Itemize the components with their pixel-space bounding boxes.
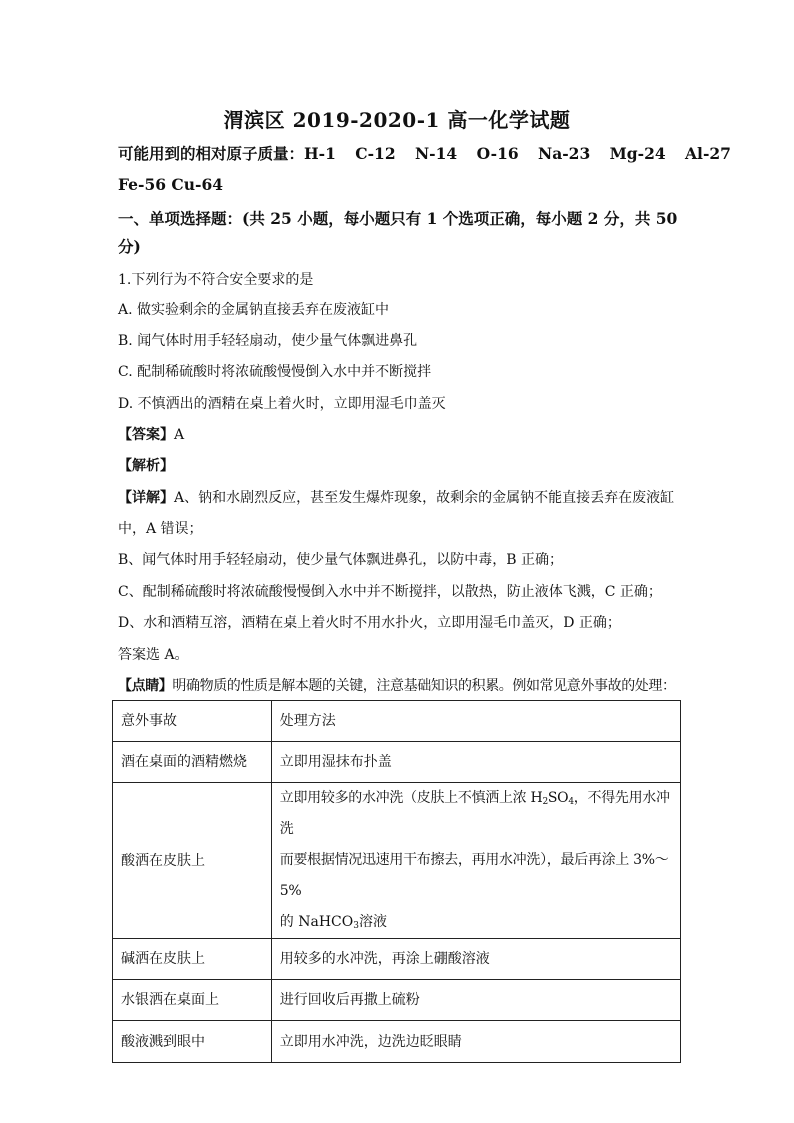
atomic-mass-line-2: Fe-56 Cu-64 — [118, 175, 224, 194]
answer-line — [118, 425, 688, 445]
table-row — [113, 1021, 681, 1063]
detail-line-c: C、配制稀硫酸时将浓硫酸慢慢倒入水中并不断搅拌，以散热，防止液体飞溅，C 正确； — [118, 584, 662, 600]
table-cell-method: 用较多的水冲洗，再涂上硼酸溶液 — [271, 939, 680, 980]
table-header-row — [113, 701, 681, 742]
answer-tag: 【答案】 — [118, 427, 174, 443]
table-cell-accident: 酸液溅到眼中 — [113, 1021, 272, 1063]
table-header-method: 处理方法 — [271, 701, 680, 742]
section-heading-line-2: 分) — [118, 237, 141, 256]
detail-line-b: B、闻气体时用手轻轻扇动，使少量气体飘进鼻孔，以防中毒，B 正确； — [118, 552, 564, 568]
tip-text: 明确物质的性质是解本题的关键，注意基础知识的积累。例如常见意外事故的处理： — [172, 678, 676, 694]
atomic-mass-line-1: 可能用到的相对原子质量：H-1 C-12 N-14 O-16 Na-23 Mg-24 Al-27 — [118, 144, 731, 163]
question-option-a: A. 做实验剩余的金属钠直接丢弃在废液缸中 — [118, 302, 390, 318]
table-cell-method — [271, 783, 680, 939]
accident-table — [112, 700, 681, 1063]
table-row — [113, 783, 681, 939]
tip-tag: 【点睛】 — [118, 678, 173, 694]
detail-tag: 【详解】 — [118, 490, 174, 506]
analysis-tag: 【解析】 — [118, 458, 174, 474]
subscript: 4 — [568, 797, 574, 807]
table-cell-method: 立即用湿抹布扑盖 — [271, 742, 680, 783]
table-cell-accident: 酸洒在皮肤上 — [113, 783, 272, 939]
detail-line-a1 — [118, 488, 688, 508]
method-line-2: 而要根据情况迅速用干布擦去，再用水冲洗），最后再涂上 3%～5% — [279, 852, 669, 899]
method-text: 的 NaHCO — [279, 914, 354, 930]
method-line-3 — [280, 907, 676, 938]
method-text: 立即用较多的水冲洗（皮肤上不慎洒上浓 H — [279, 790, 543, 806]
question-option-c: C. 配制稀硫酸时将浓硫酸慢慢倒入水中并不断搅拌 — [118, 364, 432, 380]
table-cell-accident: 水银洒在桌面上 — [113, 980, 272, 1021]
detail-conclusion: 答案选 A。 — [118, 647, 189, 663]
question-option-b: B. 闻气体时用手轻轻扇动，使少量气体飘进鼻孔 — [118, 333, 418, 349]
detail-line-d: D、水和酒精互溶，酒精在桌上着火时不用水扑火，立即用湿毛巾盖灭，D 正确； — [118, 615, 621, 631]
section-heading-line-1: 一、单项选择题：(共 25 小题，每小题只有 1 个选项正确，每小题 2 分，共 50 — [118, 209, 678, 228]
table-cell-method: 进行回收后再撒上硫粉 — [271, 980, 680, 1021]
method-text: SO — [547, 790, 569, 806]
page-title: 渭滨区 2019-2020-1 高一化学试题 — [223, 108, 571, 132]
question-stem: 1.下列行为不符合安全要求的是 — [118, 272, 314, 288]
subscript: 2 — [542, 797, 548, 807]
table-row — [113, 742, 681, 783]
method-line-1 — [280, 783, 676, 845]
table-row — [113, 939, 681, 980]
detail-a-text: A、钠和水剧烈反应，甚至发生爆炸现象，故剩余的金属钠不能直接丢弃在废液缸 — [174, 490, 675, 506]
table-row — [113, 980, 681, 1021]
table-header-accident: 意外事故 — [113, 701, 272, 742]
detail-line-a2: 中，A 错误； — [118, 521, 203, 537]
subscript: 3 — [353, 921, 359, 931]
table-cell-method: 立即用水冲洗，边洗边眨眼睛 — [271, 1021, 680, 1063]
answer-value: A — [174, 427, 185, 443]
method-text: ，不得先用水冲洗 — [279, 790, 670, 837]
table-cell-accident: 碱洒在皮肤上 — [113, 939, 272, 980]
question-option-d: D. 不慎洒出的酒精在桌上着火时，立即用湿毛巾盖灭 — [118, 396, 446, 412]
tip-line — [118, 676, 688, 696]
table-cell-accident: 酒在桌面的酒精燃烧 — [113, 742, 272, 783]
method-text: 溶液 — [358, 914, 387, 930]
